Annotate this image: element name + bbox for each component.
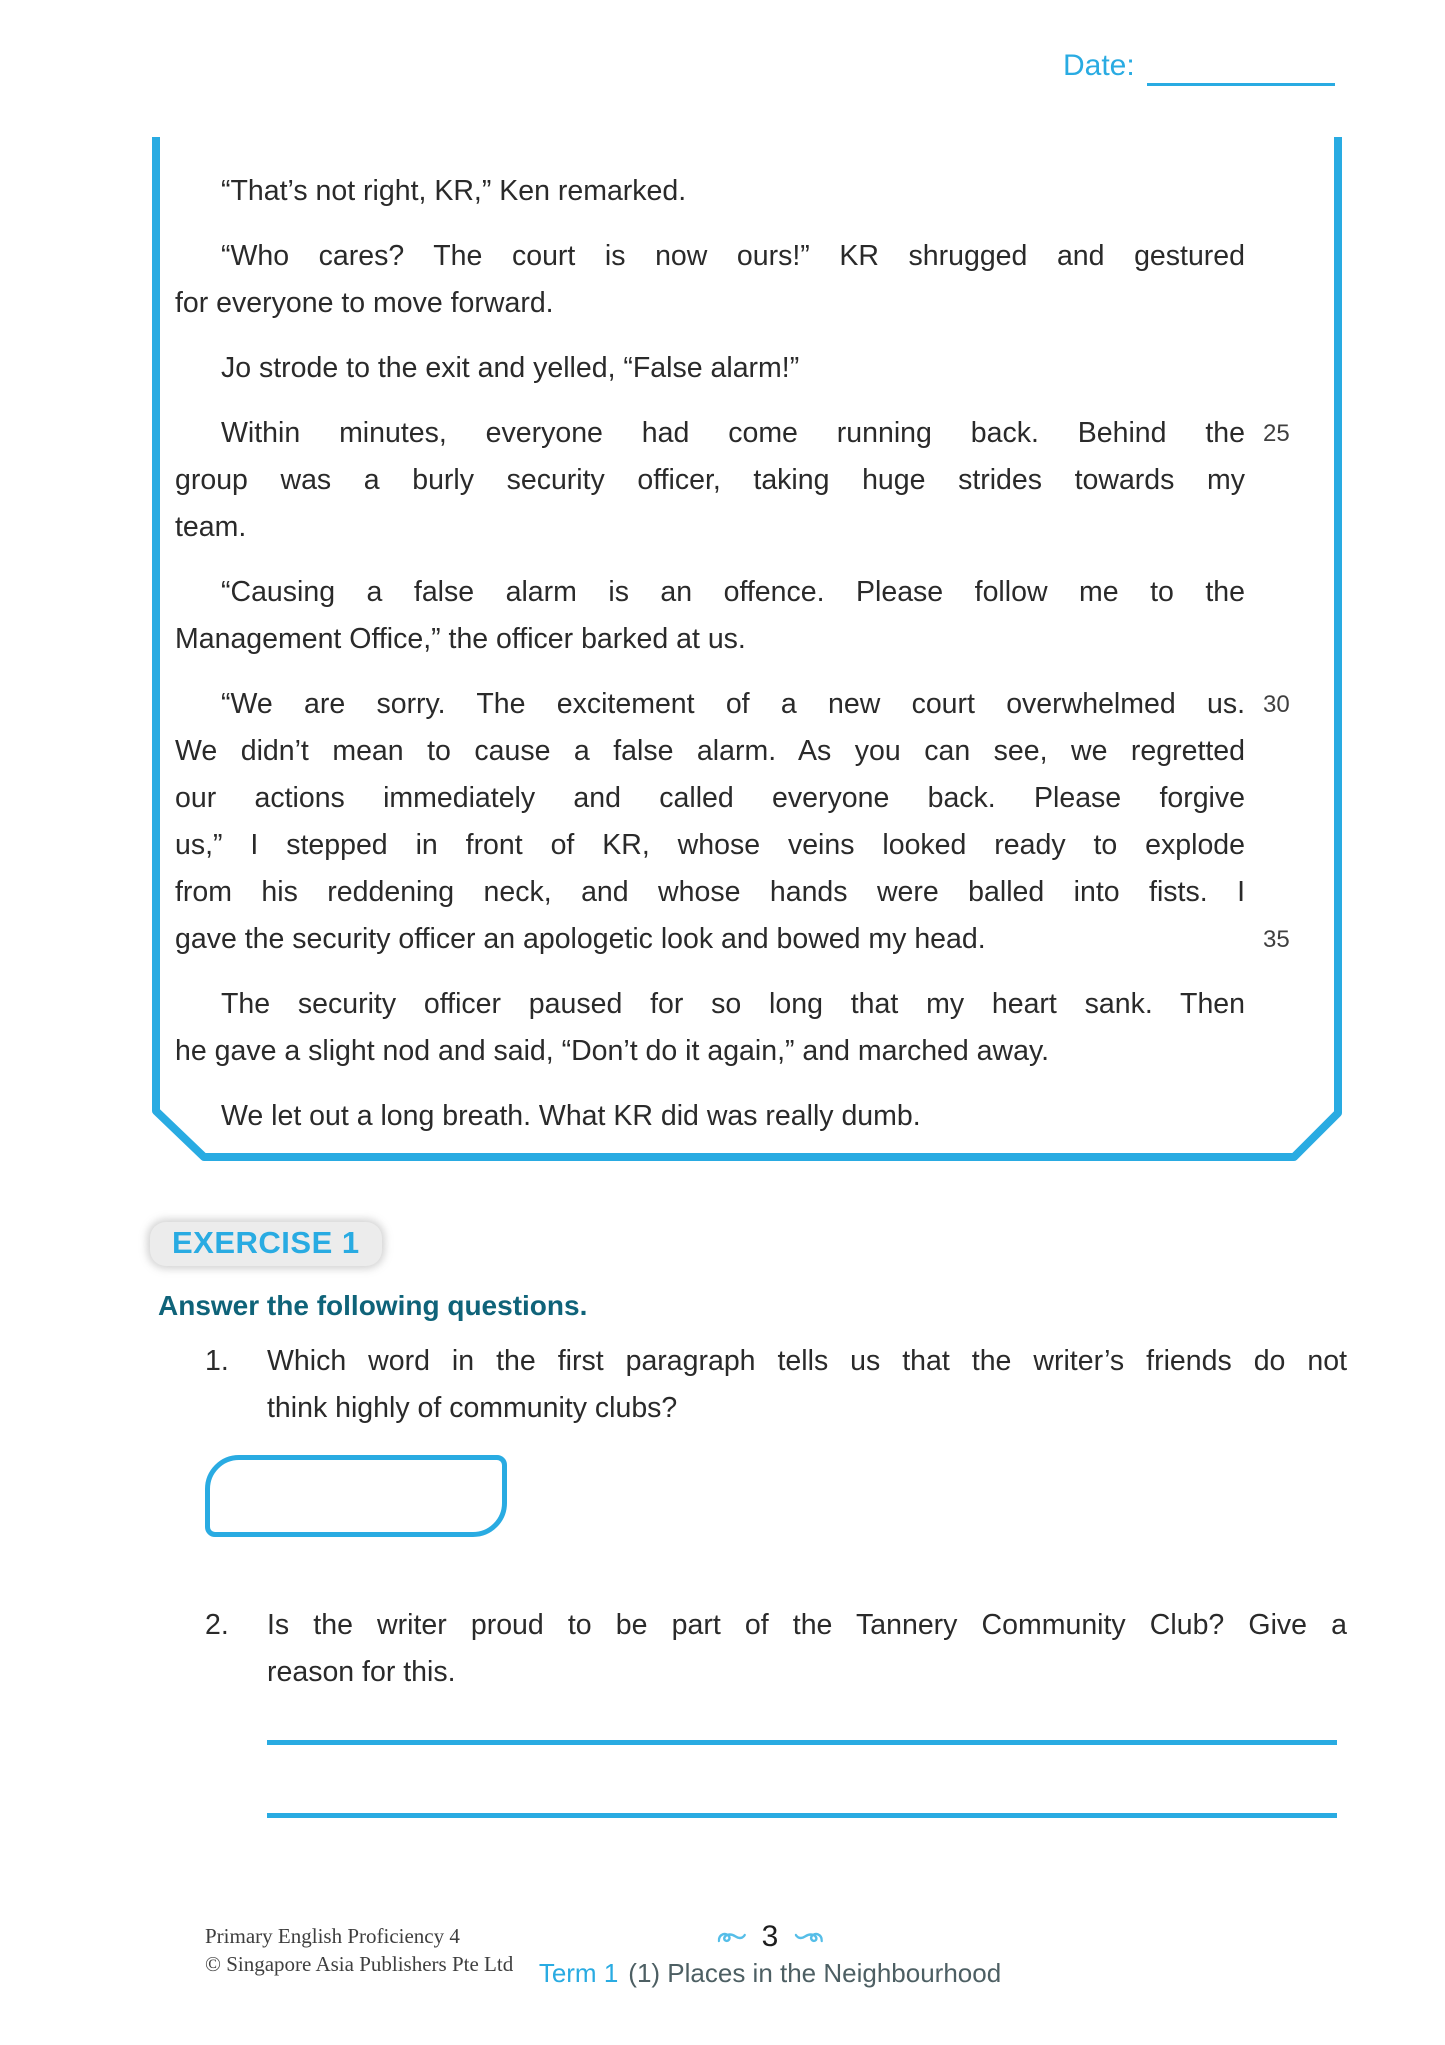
footer-imprint <box>205 1922 513 1978</box>
exercise-heading-label: EXERCISE 1 <box>150 1222 382 1266</box>
line-number: 35 <box>1263 926 1290 953</box>
passage-lines <box>175 150 1290 1140</box>
passage-line: We let out a long breath. What KR did was really dumb. <box>221 1100 921 1132</box>
question-2-line-1: Is the writer proud to be part of the Tannery Community Club? Give a <box>267 1609 1347 1641</box>
date-field <box>1063 46 1335 86</box>
passage-line: Within minutes, everyone had come running back. Behind the 25 <box>175 410 1245 457</box>
line-number: 25 <box>1263 420 1290 447</box>
flourish-icon <box>718 1929 746 1946</box>
passage-line: our actions immediately and called everyone back. Please forgive <box>175 782 1245 814</box>
term-label: Term 1 <box>538 1958 619 1988</box>
footer-center <box>539 1920 1001 1989</box>
passage-line: he gave a slight nod and said, “Don’t do it again,” and marched away. <box>175 1035 1050 1067</box>
passage-line: Management Office,” the officer barked at us. <box>175 623 746 655</box>
passage-line: team. <box>175 511 247 543</box>
exercise-heading <box>150 1222 382 1266</box>
line-number: 30 <box>1263 691 1290 718</box>
passage-line: group was a burly security officer, taking huge strides towards my <box>175 464 1245 496</box>
passage-line: The security officer paused for so long that my heart sank. Then <box>221 988 1245 1020</box>
passage-line: “Who cares? The court is now ours!” KR shrugged and gestured <box>221 240 1245 272</box>
question-2-line-2: reason for this. <box>267 1656 456 1688</box>
question-2-number: 2. <box>205 1609 229 1641</box>
chapter-title <box>539 1958 1001 1989</box>
passage-line: for everyone to move forward. <box>175 287 554 319</box>
passage-line: We didn’t mean to cause a false alarm. As you can see, we regretted <box>175 735 1245 767</box>
exercise-instruction: Answer the following questions. <box>158 1290 588 1321</box>
question-2-text <box>267 1602 1347 1696</box>
question-1 <box>205 1338 1350 1432</box>
passage-line: Jo strode to the exit and yelled, “False alarm!” <box>221 352 800 384</box>
question-1-answer-box[interactable] <box>205 1455 507 1537</box>
page-number-row <box>539 1920 1001 1954</box>
passage-line: gave the security officer an apologetic look and bowed my head. 35 <box>175 916 1245 963</box>
passage-line: us,” I stepped in front of KR, whose veins looked ready to explode <box>175 829 1245 861</box>
question-2 <box>205 1602 1350 1696</box>
flourish-icon <box>794 1929 822 1946</box>
footer-copyright: © Singapore Asia Publishers Pte Ltd <box>205 1952 514 1976</box>
date-label: Date: <box>1063 49 1135 82</box>
passage-line: “Causing a false alarm is an offence. Please follow me to the <box>221 576 1245 608</box>
question-2-answer-line-1[interactable] <box>267 1740 1337 1745</box>
passage-line: “We are sorry. The excitement of a new court overwhelmed us. 30 <box>175 681 1245 728</box>
passage-line: “That’s not right, KR,” Ken remarked. <box>221 175 687 207</box>
passage-line: from his reddening neck, and whose hands were balled into fists. I <box>175 876 1245 908</box>
question-2-answer-line-2[interactable] <box>267 1813 1337 1818</box>
page-number: 3 <box>761 1920 779 1953</box>
question-1-number: 1. <box>205 1345 229 1377</box>
chapter-label: (1) Places in the Neighbourhood <box>628 1958 1002 1988</box>
question-1-line-1: Which word in the first paragraph tells us that the writer’s friends do not <box>267 1345 1347 1377</box>
footer-series: Primary English Proficiency 4 <box>205 1924 460 1948</box>
question-1-line-2: think highly of community clubs? <box>267 1392 678 1424</box>
date-write-in-line[interactable] <box>1147 47 1335 86</box>
question-1-text <box>267 1338 1347 1432</box>
